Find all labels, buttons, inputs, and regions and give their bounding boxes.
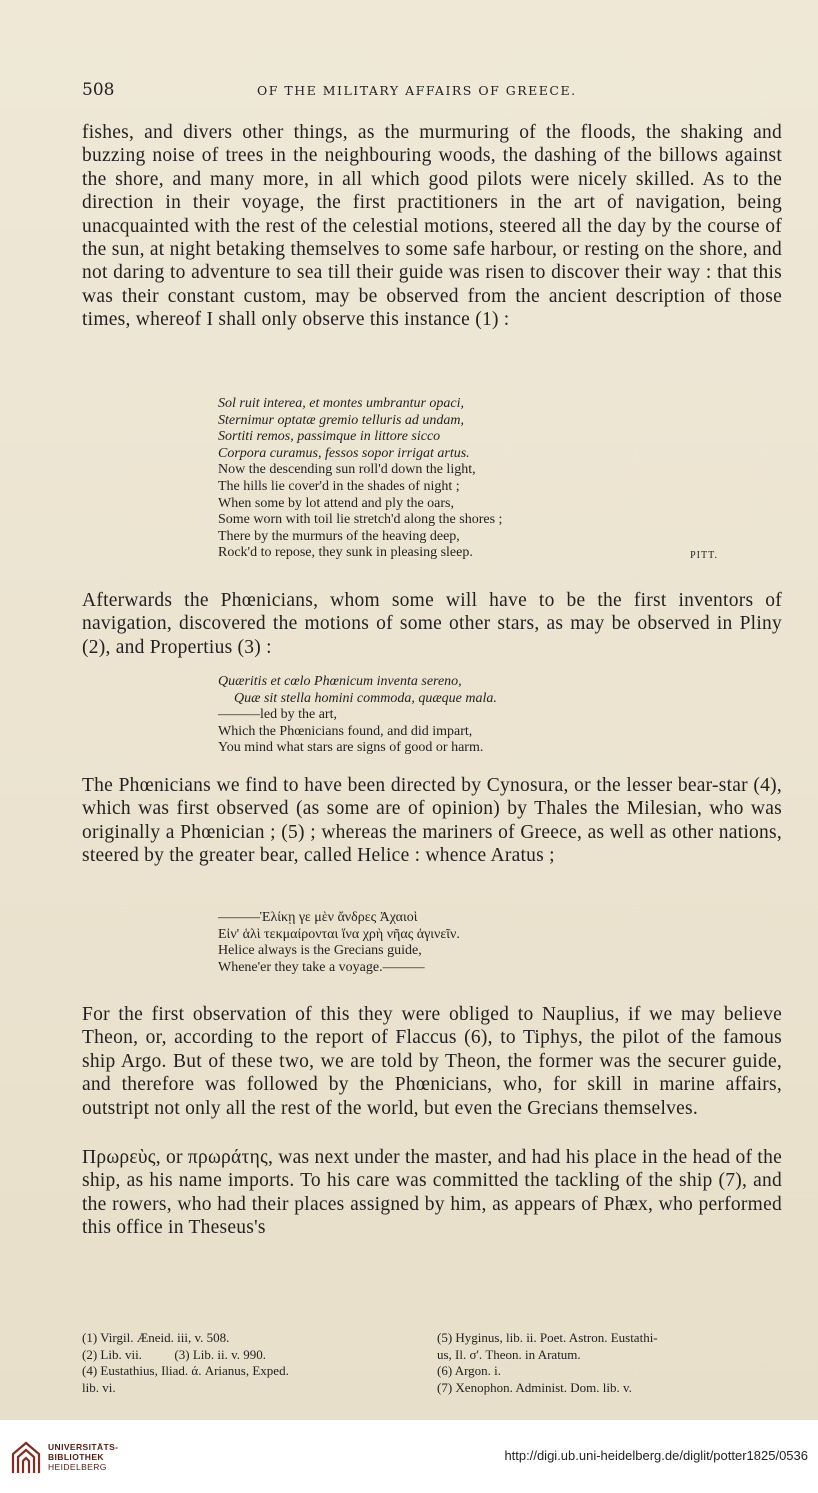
library-name-line: BIBLIOTHEK [48,1452,104,1462]
library-logo-icon [10,1440,42,1474]
library-name [48,1442,118,1472]
footnote-line: (5) Hyginus, lib. ii. Poet. Astron. Eustathi- [437,1330,658,1345]
verse-line: Helice always is the Grecians guide, [218,943,422,959]
verse-line: Quæritis et cœlo Phœnicum inventa sereno, [218,674,462,689]
footnotes-right [437,1330,782,1396]
footnote-line: (2) Lib. vii. (3) Lib. ii. v. 990. [82,1346,267,1362]
source-url-link[interactable]: http://digi.ub.uni-heidelberg.de/diglit/potter1825/0536 [504,1448,808,1463]
running-header [82,80,782,102]
verse-virgil [218,396,718,562]
footnote-line: (1) Virgil. Æneid. iii, v. 508. [82,1330,230,1345]
verse-line: There by the murmurs of the heaving deep, [218,528,460,544]
verse-line: The hills lie cover'd in the shades of night ; [218,478,460,494]
verse-line: Quæ sit stella homini commoda, quæque mala. [234,690,497,706]
digitization-footer [0,1420,818,1493]
paragraph-1: fishes, and divers other things, as the murmuring of the floods, the shaking and buzzing noise of trees in the neighbouring woods, the dashing of the billows against the shore, and many more, in all which good pilots were nicely skilled. As to the direction in their voyage, the first practitioners in the art of navigation, being unacquainted with the rest of the celestial motions, steered all the day by the course of the sun, at night betaking themselves to some safe harbour, or resting on the shore, and not daring to adventure to sea till their guide was risen to discover their way : that this was their constant custom, may be observed from the ancient description of those times, whereof I shall only observe this instance (1) : [82,122,782,331]
library-name-line: UNIVERSITÄTS- [48,1442,119,1452]
verse-line: ———Ἑλίκῃ γε μὲν ἄνδρες Ἀχαιοὶ [218,910,418,925]
verse-line: ———led by the art, [218,707,337,723]
page-number: 508 [82,80,115,100]
paragraph-2: Afterwards the Phœnicians, whom some will have to be the first inventors of navigation, discovered the motions of some other stars, as may be observed in Pliny (2), and Propertius (3) : [82,590,782,658]
running-title: OF THE MILITARY AFFAIRS OF GREECE. [257,83,577,98]
verse-line: You mind what stars are signs of good or harm. [218,740,484,756]
verse-line: When some by lot attend and ply the oars, [218,495,454,511]
footnote-line: us, Il. σ'. Theon. in Aratum. [437,1346,581,1362]
verse-line: Whene'er they take a voyage.——— [218,959,425,975]
footnotes [82,1330,782,1400]
paragraph-5: Πρωρεὺς, or πρωράτης, was next under the master, and had his place in the head of the ship, as his name imports. To his care was committed the tackling of the ship (7), and the rowers, who had their places assigned by him, as appears of Phæx, who performed this office in Theseus's [82,1147,782,1239]
verse-line: Some worn with toil lie stretch'd along the shores ; [218,512,503,528]
verse-author: PITT. [690,550,718,561]
verse-propertius [218,674,718,757]
verse-aratus [218,910,718,976]
verse-line: Εἰν' ἁλὶ τεκμαίρονται ἵνα χρὴ νῆας ἀγινεῖν. [218,926,460,942]
footnote-line: (6) Argon. i. [437,1363,502,1379]
footnotes-left [82,1330,422,1396]
verse-line: Which the Phœnicians found, and did impart, [218,723,473,739]
verse-line: Now the descending sun roll'd down the light, [218,462,476,478]
footnote-line: (7) Xenophon. Administ. Dom. lib. v. [437,1379,632,1395]
paragraph-3: The Phœnicians we find to have been directed by Cynosura, or the lesser bear-star (4), which was first observed (as some are of opinion) by Thales the Milesian, who was originally a Phœnician ; (5) ; whereas the mariners of Greece, as well as other nations, steered by the greater bear, called Helice : whence Aratus ; [82,775,782,867]
paragraph-4: For the first observation of this they were obliged to Nauplius, if we may believe Theon, or, according to the report of Flaccus (6), to Tiphys, the pilot of the famous ship Argo. But of these two, we are told by Theon, the former was the securer guide, and therefore was followed by the Phœnicians, who, for skill in marine affairs, outstript not only all the rest of the world, but even the Grecians themselves. [82,1004,782,1119]
footnote-line: (4) Eustathius, Iliad. ά. Arianus, Exped. [82,1363,289,1379]
verse-line: Sortiti remos, passimque in littore sicco [218,429,441,445]
verse-line: Corpora curamus, fessos sopor irrigat artus. [218,445,470,461]
verse-line: Sternimur optatæ gremio telluris ad undam, [218,412,465,428]
library-name-line: HEIDELBERG [48,1462,107,1472]
footnote-line: lib. vi. [82,1379,116,1395]
verse-line: Rock'd to repose, they sunk in pleasing sleep. [218,545,473,561]
verse-line: Sol ruit interea, et montes umbrantur opaci, [218,396,465,411]
